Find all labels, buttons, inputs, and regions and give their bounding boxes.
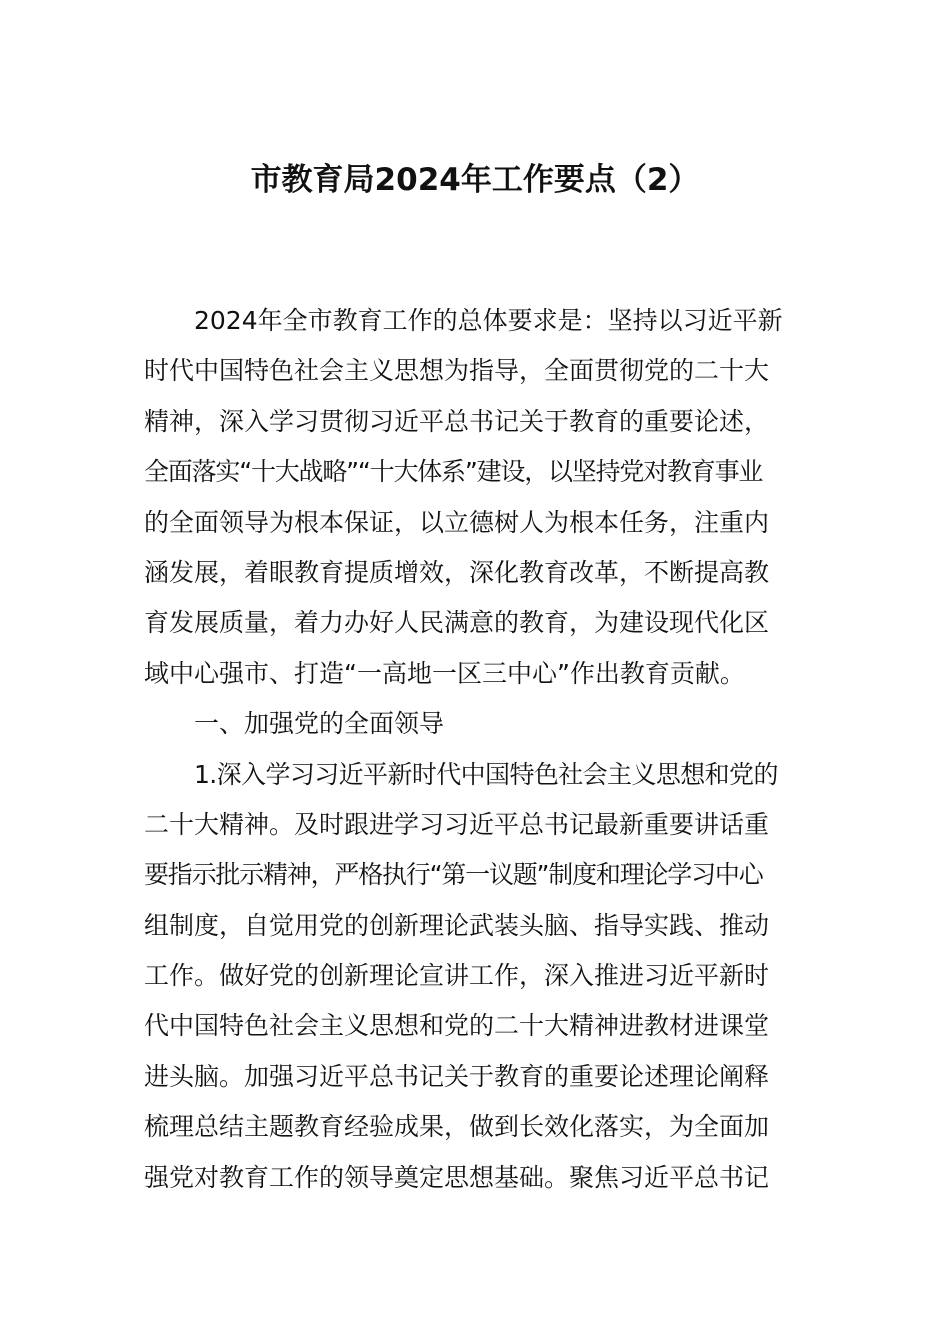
paragraph-line: 组制度，自觉用党的创新理论武装头脑、指导实践、推动	[144, 910, 770, 940]
paragraph-line: 1.深入学习习近平新时代中国特色社会主义思想和党的	[194, 759, 778, 789]
paragraph-line: 时代中国特色社会主义思想为指导，全面贯彻党的二十大	[144, 356, 770, 386]
section-heading: 一、加强党的全面领导	[194, 709, 445, 739]
paragraph-line: 工作。做好党的创新理论宣讲工作，深入推进习近平新时	[144, 961, 770, 991]
paragraph-line: 育发展质量，着力办好人民满意的教育，为建设现代化区	[144, 608, 770, 638]
paragraph-line: 精神，深入学习贯彻习近平总书记关于教育的重要论述，	[144, 406, 770, 436]
paragraph-line: 域中心强市、打造“一高地一区三中心”作出教育贡献。	[144, 658, 745, 688]
paragraph-line: 全面落实“十大战略”“十大体系”建设，以坚持党对教育事业	[144, 457, 763, 487]
paragraph-line: 涵发展，着眼教育提质增效，深化教育改革，不断提高教	[144, 557, 770, 587]
paragraph-line: 二十大精神。及时跟进学习习近平总书记最新重要讲话重	[144, 809, 770, 839]
paragraph-line: 代中国特色社会主义思想和党的二十大精神进教材进课堂	[144, 1011, 770, 1041]
paragraph-line: 梳理总结主题教育经验成果，做到长效化落实，为全面加	[144, 1112, 770, 1142]
paragraph-line: 强党对教育工作的领导奠定思想基础。聚焦习近平总书记	[144, 1162, 770, 1192]
paragraph-line: 2024年全市教育工作的总体要求是：坚持以习近平新	[194, 306, 783, 335]
paragraph-line: 的全面领导为根本保证，以立德树人为根本任务，注重内	[144, 507, 770, 537]
paragraph-line: 进头脑。加强习近平总书记关于教育的重要论述理论阐释	[144, 1061, 770, 1091]
paragraph-line: 要指示批示精神，严格执行“第一议题”制度和理论学习中心	[144, 860, 763, 890]
document-title: 市教育局2024年工作要点（2）	[250, 162, 700, 198]
document-body	[144, 296, 808, 1203]
